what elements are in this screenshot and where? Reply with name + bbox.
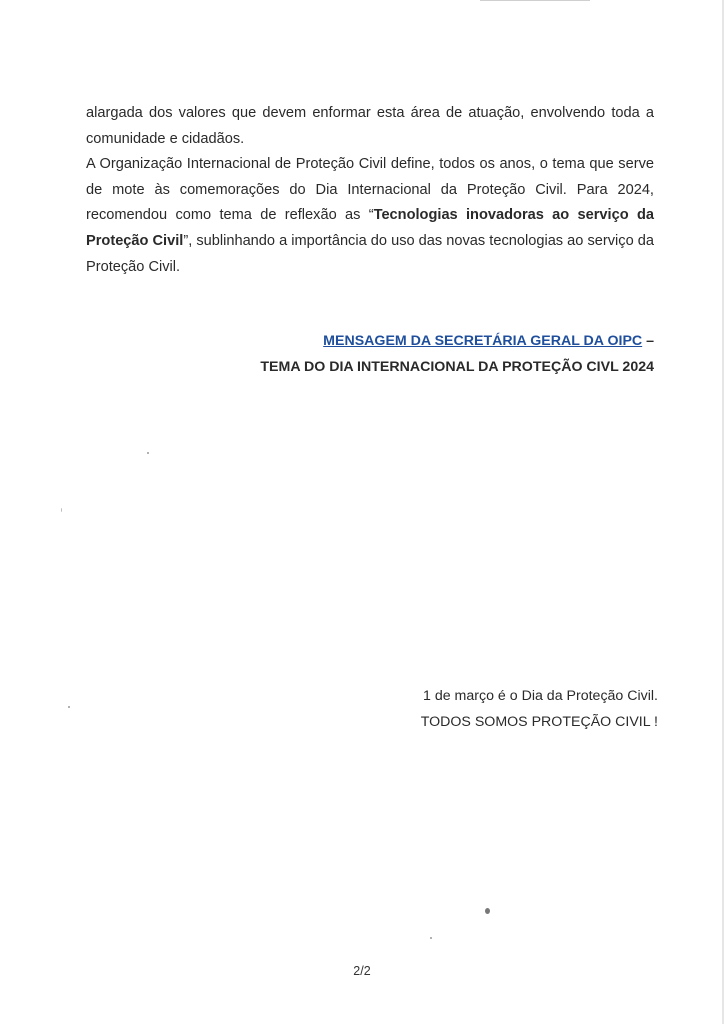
paragraph (86, 101, 654, 152)
heading-dash: – (642, 333, 654, 349)
paragraph (86, 152, 654, 280)
paragraph-text: alargada dos valores que devem enformar esta área de atuação, envolvendo toda a comunidade e cidadãos. (86, 105, 654, 147)
scan-speck (68, 706, 70, 708)
paragraph-emphasis: Tecnologias inovadoras ao serviço da Proteção Civil (86, 207, 654, 249)
message-link[interactable]: MENSAGEM DA SECRETÁRIA GERAL DA OIPC (323, 333, 643, 349)
scan-speck (485, 908, 490, 914)
closing-line: 1 de março é o Dia da Proteção Civil. (423, 688, 658, 704)
page-number: 2/2 (353, 964, 371, 978)
scan-speck (147, 452, 149, 454)
closing-slogan: TODOS SOMOS PROTEÇÃO CIVIL ! (420, 714, 658, 730)
paragraph-text: A Organização Internacional de Proteção Civil define, todos os anos, o tema que serve de mote às comemorações do Dia Internacional da Proteção Civil. Para 2024, recomendou como tema de reflexão as “ (86, 156, 654, 224)
closing-block (421, 683, 658, 735)
paragraph-text: ”, sublinhando a importância do uso das novas tecnologias ao serviço da Proteção Civil. (86, 232, 654, 275)
heading-subtitle: TEMA DO DIA INTERNACIONAL DA PROTEÇÃO CIVL 2024 (260, 359, 654, 375)
scan-artifact-top (480, 0, 590, 1)
scan-speck (430, 937, 432, 939)
message-heading (260, 328, 654, 380)
body-text (86, 101, 654, 280)
heading-line (260, 328, 654, 354)
scan-speck (61, 508, 62, 512)
